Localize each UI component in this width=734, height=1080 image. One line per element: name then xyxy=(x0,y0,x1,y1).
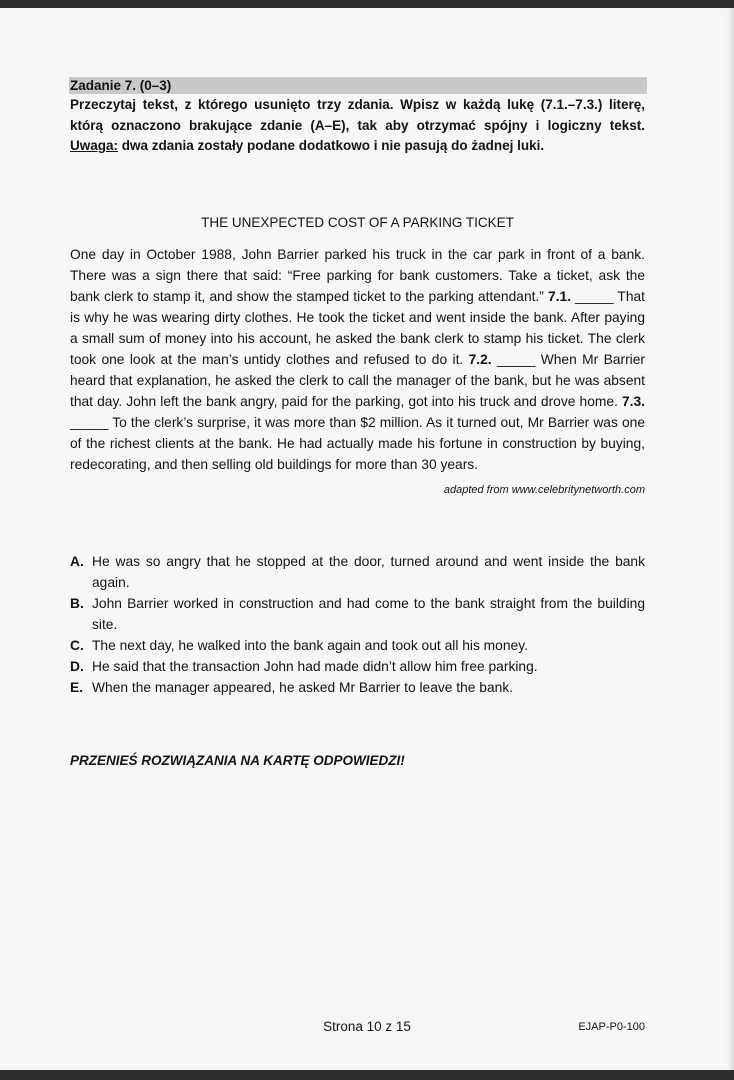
gap-7-2-label: 7.2. xyxy=(468,352,492,367)
option-c xyxy=(70,635,645,656)
option-letter: B. xyxy=(70,596,84,611)
option-letter: E. xyxy=(70,680,84,695)
passage-segment-4: _____ To the clerk’s surprise, it was more than $2 million. As it turned out, Mr Barrier was one of the richest clients at the bank. He had actually made his fortune in construction by buying, redecorating, and then selling old buildings for more than 30 years. xyxy=(70,415,645,472)
option-b xyxy=(70,593,645,635)
option-d xyxy=(70,656,645,677)
option-letter: A. xyxy=(70,554,84,569)
passage-segment-2: _____ That is why he was wearing dirty clothes. He took the ticket and went inside the bank. After paying a small sum of money into his account, he asked the bank clerk to stamp his ticket. The clerk took one look at the man’s untidy clothes and refused to do it. xyxy=(70,289,646,367)
reading-passage xyxy=(70,244,645,475)
gap-7-3-label: 7.3. xyxy=(621,394,645,409)
task-header: Zadanie 7. (0–3) xyxy=(69,77,647,94)
transfer-answers-note: PRZENIEŚ ROZWIĄZANIA NA KARTĘ ODPOWIEDZI! xyxy=(70,753,405,768)
option-a xyxy=(70,551,645,593)
option-text: When the manager appeared, he asked Mr Barrier to leave the bank. xyxy=(92,680,514,695)
passage-segment-3: _____ When Mr Barrier heard that explanation, he asked the clerk to call the manager of the bank, but he was absent that day. John left the bank angry, paid for the parking, got into his truck and drove home. xyxy=(70,352,645,409)
note-text: dwa zdania zostały podane dodatkowo i nie pasują do żadnej luki. xyxy=(118,138,545,153)
page-number: Strona 10 z 15 xyxy=(323,1019,411,1034)
exam-page xyxy=(0,8,734,1070)
instruction-main: Przeczytaj tekst, z którego usunięto trzy zdania. Wpisz w każdą lukę (7.1.–7.3.) literę, którą oznaczono brakujące zdanie (A–E), tak aby otrzymać spójny i logiczny tekst. xyxy=(70,97,645,133)
option-text: He said that the transaction John had made didn’t allow him free parking. xyxy=(92,659,538,674)
option-letter: D. xyxy=(70,659,84,674)
text-title: THE UNEXPECTED COST OF A PARKING TICKET xyxy=(201,215,514,230)
source-citation: adapted from www.celebritynetworth.com xyxy=(443,484,645,496)
option-text: The next day, he walked into the bank again and took out all his money. xyxy=(92,638,528,653)
note-label: Uwaga: xyxy=(70,138,119,153)
passage-segment-1: One day in October 1988, John Barrier parked his truck in the car park in front of a bank. There was a sign there that said: “Free parking for bank customers. Take a ticket, ask the bank clerk to stamp it, and show the stamped ticket to the parking attendant.” xyxy=(70,247,645,304)
option-text: John Barrier worked in construction and had come to the bank straight from the building site. xyxy=(92,596,645,632)
option-letter: C. xyxy=(70,638,84,653)
gap-7-1-label: 7.1. xyxy=(548,289,572,304)
option-text: He was so angry that he stopped at the door, turned around and went inside the bank again. xyxy=(92,554,645,590)
answer-options xyxy=(70,551,645,698)
exam-code: EJAP-P0-100 xyxy=(578,1021,645,1033)
option-e xyxy=(70,677,645,698)
task-instructions xyxy=(70,95,645,157)
